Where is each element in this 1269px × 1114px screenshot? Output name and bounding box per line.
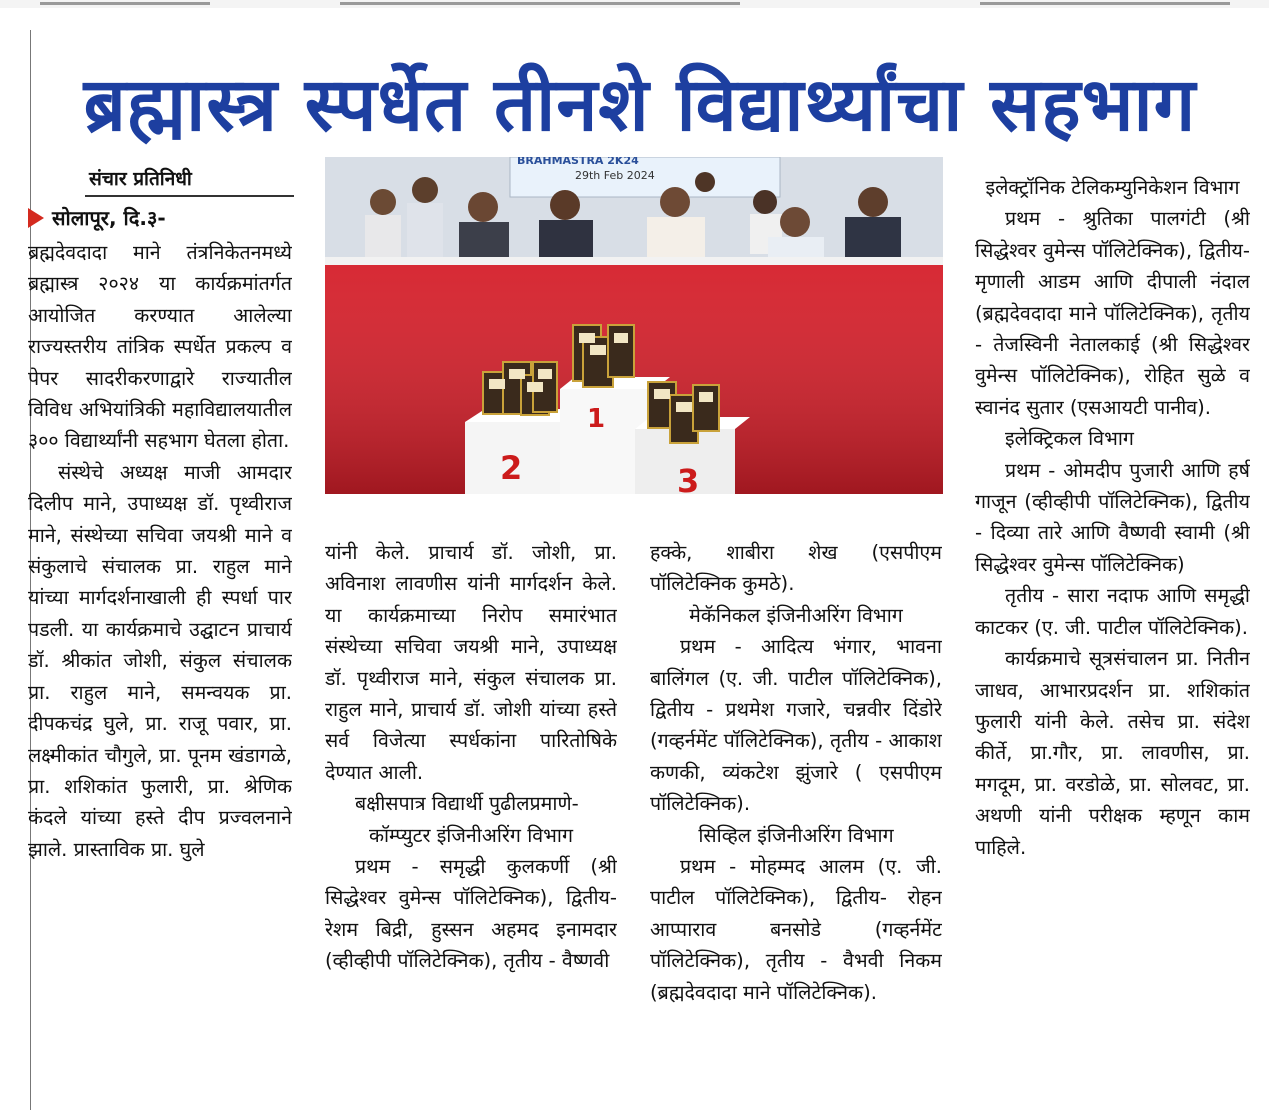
podium-number-3: 3 xyxy=(677,462,700,494)
article-column-1 xyxy=(28,237,292,1109)
dateline xyxy=(28,202,166,234)
news-photo xyxy=(325,157,943,494)
col3-para-2: प्रथम - आदित्य भंगार, भावना बालिंगल (ए. जी. पाटील पॉलिटेक्निक), द्वितीय - प्रथमेश गजारे, चन्नवीर दिंडोरे (गव्हर्नमेंट पॉलिटेक्निक), तृतीय - आकाश कणकी, व्यंकटेश झुंजारे ( एसपीएम पॉलिटेक्निक). xyxy=(650,635,942,816)
dateline-text: सोलापूर, दि.३- xyxy=(52,206,166,230)
col2-para-2: बक्षीसपात्र विद्यार्थी पुढीलप्रमाणे- xyxy=(355,792,579,816)
article-column-2 xyxy=(325,537,617,1109)
podium-number-2: 2 xyxy=(500,449,523,487)
col4-para-4: कार्यक्रमाचे सूत्रसंचालन प्रा. नितीन जाधव, आभारप्रदर्शन प्रा. शशिकांत फुलारी यांनी केले. तसेच प्रा. संदेश कीर्ते, प्रा.गौर, प्रा. लावणीस, प्रा. मगदूम, प्रा. वरडोळे, प्रा. सोलवट, प्रा. अथणी यांनी परीक्षक म्हणून काम पाहिले. xyxy=(975,647,1250,859)
banner-date: 29th Feb 2024 xyxy=(575,169,655,182)
top-strip xyxy=(0,0,1269,8)
byline: संचार प्रतिनिधी xyxy=(85,163,294,197)
col2-para-1: यांनी केले. प्राचार्य डॉ. जोशी, प्रा. अविनाश लावणीस यांनी मार्गदर्शन केले. या कार्यक्रमाच्या निरोप समारंभात संस्थेच्या सचिवा जयश्री माने, उपाध्यक्ष डॉ. पृथ्वीराज माने, संकुल संचालक प्रा. राहुल माने, प्राचार्य डॉ. जोशी यांच्या हस्ते सर्व विजेत्या स्पर्धकांना पारितोषिके देण्यात आली. xyxy=(325,541,617,784)
col1-para-2: संस्थेचे अध्यक्ष माजी आमदार दिलीप माने, उपाध्यक्ष डॉ. पृथ्वीराज माने, संस्थेच्या सचिवा जयश्री माने व संकुलाचे संचालक प्रा. राहुल माने यांच्या मार्गदर्शनाखाली ही स्पर्धा पार पडली. या कार्यक्रमाचे उद्घाटन प्राचार्य डॉ. श्रीकांत जोशी, संकुल संचालक प्रा. राहुल माने, समन्वयक प्रा. दीपकचंद्र घुले, प्रा. राजू पवार, प्रा. लक्ष्मीकांत चौगुले, प्रा. पूनम खंडागळे, प्रा. शशिकांत फुलारी, प्रा. श्रेणिक कंदले यांच्या हस्ते दीप प्रज्वलनाने झाले. प्रास्ताविक प्रा. घुले xyxy=(28,460,292,861)
banner-title: BRAHMASTRA 2K24 xyxy=(517,157,639,167)
col1-para-1: ब्रह्मदेवदादा माने तंत्रनिकेतनमध्ये ब्रह्मास्त्र २०२४ या कार्यक्रमांतर्गत आयोजित करण्यात आलेल्या राज्यस्तरीय तांत्रिक स्पर्धेत प्रकल्प व पेपर सादरीकरणाद्वारे राज्यातील विविध अभियांत्रिकी महाविद्यालयातील ३०० विद्यार्थ्यांनी सहभाग घेतला होता. xyxy=(28,241,292,453)
col2-para-3: प्रथम - समृद्धी कुलकर्णी (श्री सिद्धेश्वर वुमेन्स पॉलिटेक्निक), द्वितीय- रेशम बिद्री, हुस्सन अहमद इनामदार (व्हीव्हीपी पॉलिटेक्निक), तृतीय - वैष्णवी xyxy=(325,855,617,973)
headline: ब्रह्मास्त्र स्पर्धेत तीनशे विद्यार्थ्यांचा सहभाग xyxy=(83,62,1197,148)
article-column-3 xyxy=(650,537,942,1109)
article-column-4 xyxy=(975,172,1250,1109)
bullet-arrow-icon xyxy=(28,208,44,228)
col4-para-1: प्रथम - श्रुतिका पालगंटी (श्री सिद्धेश्वर वुमेन्स पॉलिटेक्निक), द्वितीय- मृणाली आडम आणि दीपाली नंदाल (ब्रह्मदेवदादा माने पॉलिटेक्निक), तृतीय - तेजस्विनी नेतालकाई (श्री सिद्धेश्वर वुमेन्स पॉलिटेक्निक), रोहित सुळे व स्वानंद सुतार (एसआयटी पानीव). xyxy=(975,207,1250,419)
podium-number-1: 1 xyxy=(587,404,606,434)
col3-para-3: प्रथम - मोहम्मद आलम (ए. जी. पाटील पॉलिटेक्निक), द्वितीय- रोहन आप्पाराव बनसोडे (गव्हर्नमेंट पॉलिटेक्निक), तृतीय - वैभवी निकम (ब्रह्मदेवदादा माने पॉलिटेक्निक). xyxy=(650,855,942,1004)
col3-para-1: हक्के, शाबीरा शेख (एसपीएम पॉलिटेक्निक कुमठे). xyxy=(650,541,942,596)
col4-para-3: तृतीय - सारा नदाफ आणि समृद्धी काटकर (ए. जी. पाटील पॉलिटेक्निक). xyxy=(975,584,1250,639)
col4-section-electrical: इलेक्ट्रिकल विभाग xyxy=(1005,427,1134,451)
col3-section-mechanical: मेकॅनिकल इंजिनीअरिंग विभाग xyxy=(689,603,903,627)
col4-section-electronic: इलेक्ट्रॉनिक टेलिकम्युनिकेशन विभाग xyxy=(985,176,1240,199)
col2-section-computer: कॉम्प्युटर इंजिनीअरिंग विभाग xyxy=(368,823,574,847)
col3-section-civil: सिव्हिल इंजिनीअरिंग विभाग xyxy=(698,823,894,847)
col4-para-2: प्रथम - ओमदीप पुजारी आणि हर्ष गाजून (व्हीव्हीपी पॉलिटेक्निक), द्वितीय - दिव्या तारे आणि वैष्णवी स्वामी (श्री सिद्धेश्वर वुमेन्स पॉलिटेक्निक) xyxy=(975,458,1250,576)
